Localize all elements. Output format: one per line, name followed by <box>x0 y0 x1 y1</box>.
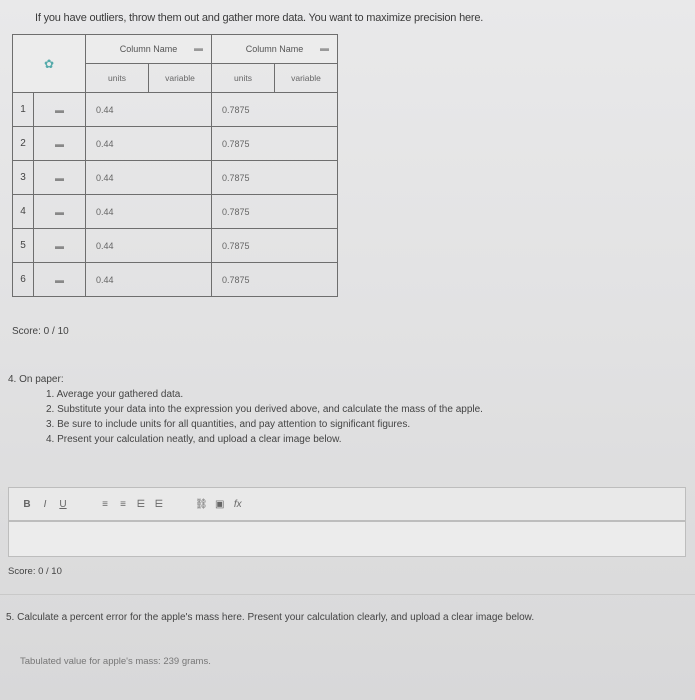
data-table <box>12 34 338 297</box>
row-menu-icon[interactable]: ▬ <box>34 127 86 161</box>
instruction-item: 2. Substitute your data into the expression you derived above, and calculate the mass of the apple. <box>46 404 483 415</box>
cell-value[interactable]: 0.7875 <box>212 161 338 195</box>
score-question-4: Score: 0 / 10 <box>8 566 62 577</box>
cell-value[interactable]: 0.44 <box>86 161 212 195</box>
row-menu-icon[interactable]: ▬ <box>34 229 86 263</box>
cell-value[interactable]: 0.44 <box>86 93 212 127</box>
indent-button[interactable]: ⋿ <box>136 498 146 510</box>
table-row <box>13 93 338 127</box>
question-4-title: 4. On paper: <box>8 374 64 385</box>
score-question-3: Score: 0 / 10 <box>12 326 69 337</box>
numbered-list-button[interactable]: ≡ <box>120 498 126 510</box>
row-number: 3 <box>13 161 34 195</box>
answer-editor[interactable] <box>8 521 686 557</box>
column-name-1[interactable]: Column Name <box>119 44 178 54</box>
variable-cell-2[interactable]: variable <box>275 64 338 93</box>
variable-cell-1[interactable]: variable <box>149 64 212 93</box>
cell-value[interactable]: 0.7875 <box>212 263 338 297</box>
cell-value[interactable]: 0.7875 <box>212 127 338 161</box>
units-cell-2[interactable]: units <box>212 64 275 93</box>
row-menu-icon[interactable]: ▬ <box>34 195 86 229</box>
cell-value[interactable]: 0.7875 <box>212 93 338 127</box>
row-number: 2 <box>13 127 34 161</box>
cell-value[interactable]: 0.44 <box>86 127 212 161</box>
formula-icon[interactable]: fx <box>233 498 242 510</box>
bold-button[interactable]: B <box>23 498 31 510</box>
bulleted-list-button[interactable]: ≡ <box>102 498 108 510</box>
row-menu-icon[interactable]: ▬ <box>34 161 86 195</box>
cell-value[interactable]: 0.44 <box>86 263 212 297</box>
tabulated-value-text: Tabulated value for apple's mass: 239 grams. <box>20 656 211 667</box>
editor-toolbar <box>8 487 686 521</box>
italic-button[interactable]: I <box>43 498 47 510</box>
underline-button[interactable]: U <box>59 498 67 510</box>
table-row <box>13 229 338 263</box>
table-row <box>13 263 338 297</box>
column-header-2[interactable] <box>212 35 338 64</box>
table-settings[interactable] <box>13 35 86 93</box>
instruction-item: 3. Be sure to include units for all quantities, and pay attention to significant figures. <box>46 419 411 430</box>
units-cell-1[interactable]: units <box>86 64 149 93</box>
cell-value[interactable]: 0.44 <box>86 229 212 263</box>
link-icon[interactable]: ⛓ <box>195 498 208 510</box>
divider <box>0 594 695 595</box>
row-number: 6 <box>13 263 34 297</box>
column-menu-icon[interactable]: ▬ <box>320 43 329 53</box>
row-number: 5 <box>13 229 34 263</box>
intro-text: If you have outliers, throw them out and gather more data. You want to maximize precision here. <box>35 12 484 24</box>
row-number: 4 <box>13 195 34 229</box>
gear-icon[interactable]: ✿ <box>43 56 55 71</box>
instruction-item: 4. Present your calculation neatly, and upload a clear image below. <box>46 434 342 445</box>
question-4 <box>8 372 483 447</box>
question-5: 5. Calculate a percent error for the apple's mass here. Present your calculation clearly, and upload a clear image below. <box>6 612 535 623</box>
cell-value[interactable]: 0.7875 <box>212 229 338 263</box>
column-name-2[interactable]: Column Name <box>245 44 304 54</box>
cell-value[interactable]: 0.7875 <box>212 195 338 229</box>
cell-value[interactable]: 0.44 <box>86 195 212 229</box>
column-menu-icon[interactable]: ▬ <box>194 43 203 53</box>
table-row <box>13 161 338 195</box>
row-menu-icon[interactable]: ▬ <box>34 93 86 127</box>
row-number: 1 <box>13 93 34 127</box>
column-header-1[interactable] <box>86 35 212 64</box>
row-menu-icon[interactable]: ▬ <box>34 263 86 297</box>
outdent-button[interactable]: ⋿ <box>154 498 164 510</box>
instruction-item: 1. Average your gathered data. <box>46 389 184 400</box>
image-icon[interactable]: ▣ <box>214 498 225 510</box>
table-row <box>13 195 338 229</box>
table-row <box>13 127 338 161</box>
